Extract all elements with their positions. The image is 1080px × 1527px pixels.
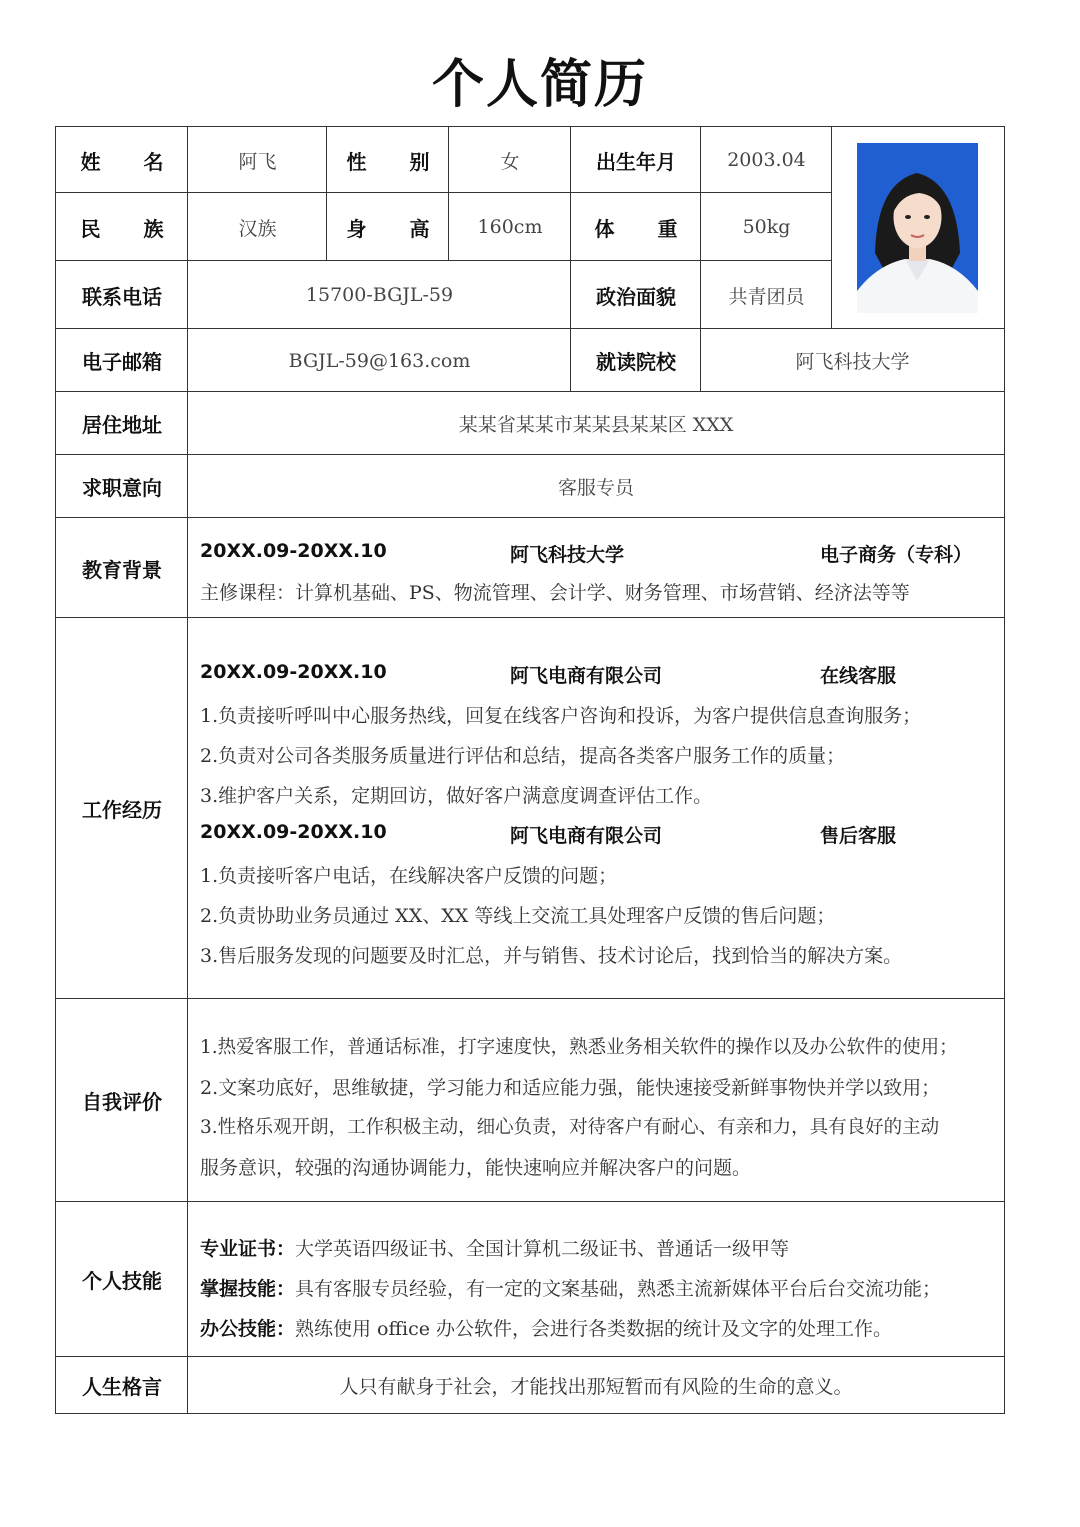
job-duty: 2.负责协助业务员通过 XX、XX 等线上交流工具处理客户反馈的售后问题； — [200, 905, 836, 927]
job-duty: 3.维护客户关系，定期回访，做好客户满意度调查评估工作。 — [200, 785, 713, 807]
school-label: 就读院校 — [570, 328, 702, 393]
job-duty: 1.负责接听呼叫中心服务热线，回复在线客户咨询和投诉，为客户提供信息查询服务； — [200, 705, 922, 727]
job-period: 20XX.09-20XX.10 — [200, 821, 387, 843]
email-value: BGJL-59@163.com — [187, 328, 572, 393]
portrait-photo — [857, 143, 978, 313]
resume-title: 个人简历 — [431, 55, 648, 115]
self-eval-line: 3.性格乐观开朗，工作积极主动，细心负责，对待客户有耐心、有亲和力，具有良好的主动 — [200, 1117, 940, 1138]
intention-value: 客服专员 — [187, 454, 1005, 519]
skills-label: 个人技能 — [55, 1201, 189, 1358]
name-label: 姓 名 — [55, 126, 189, 194]
phone-value: 15700-BGJL-59 — [187, 260, 572, 330]
work-label: 工作经历 — [55, 617, 189, 1000]
education-header — [200, 540, 998, 564]
skills-section — [187, 1201, 1005, 1358]
skill-office-value: 熟练使用 office 办公软件，会进行各类数据的统计及文字的处理工作。 — [295, 1318, 892, 1340]
job-role: 在线客服 — [820, 665, 897, 687]
height-label: 身 高 — [326, 192, 450, 262]
job-company: 阿飞电商有限公司 — [510, 825, 663, 847]
phone-label: 联系电话 — [55, 260, 189, 330]
education-label: 教育背景 — [55, 517, 189, 619]
job-role: 售后客服 — [820, 825, 897, 847]
skill-office-label: 办公技能： — [200, 1318, 296, 1340]
self-eval-line: 2.文案功底好，思维敏捷，学习能力和适应能力强，能快速接受新鲜事物快并学以致用； — [200, 1077, 941, 1099]
job-period: 20XX.09-20XX.10 — [200, 661, 387, 683]
motto-label: 人生格言 — [55, 1356, 189, 1414]
education-section — [187, 517, 1005, 619]
education-major: 电子商务（专科） — [820, 544, 973, 566]
self-eval-label: 自我评价 — [55, 998, 189, 1203]
motto-value: 人只有献身于社会，才能找出那短暂而有风险的生命的意义。 — [187, 1356, 1005, 1414]
ethnic-label: 民 族 — [55, 192, 189, 262]
name-value: 阿飞 — [187, 126, 328, 194]
address-value: 某某省某某市某某县某某区 XXX — [187, 391, 1005, 456]
school-value: 阿飞科技大学 — [700, 328, 1005, 393]
education-period: 20XX.09-20XX.10 — [200, 540, 387, 562]
birth-label: 出生年月 — [570, 126, 702, 194]
gender-value: 女 — [448, 126, 572, 194]
job-duty: 2.负责对公司各类服务质量进行评估和总结，提高各类客户服务工作的质量； — [200, 745, 846, 767]
work-section — [187, 617, 1005, 1000]
job-company: 阿飞电商有限公司 — [510, 665, 663, 687]
skill-office — [200, 1314, 998, 1341]
political-value: 共青团员 — [700, 260, 833, 330]
job-duty: 1.负责接听客户电话，在线解决客户反馈的问题； — [200, 865, 618, 887]
skill-cert-label: 专业证书： — [200, 1238, 296, 1260]
education-school: 阿飞科技大学 — [510, 544, 625, 566]
job-header — [200, 661, 998, 685]
weight-value: 50kg — [700, 192, 833, 262]
portrait-image — [857, 143, 978, 313]
ethnic-value: 汉族 — [187, 192, 328, 262]
job-duty: 3.售后服务发现的问题要及时汇总，并与销售、技术讨论后，找到恰当的解决方案。 — [200, 945, 903, 967]
job-header — [200, 821, 998, 845]
gender-label: 性 别 — [326, 126, 450, 194]
skill-master-value: 具有客服专员经验，有一定的文案基础，熟悉主流新媒体平台后台交流功能； — [295, 1278, 942, 1300]
political-label: 政治面貌 — [570, 260, 702, 330]
self-eval-line: 服务意识，较强的沟通协调能力，能快速响应并解决客户的问题。 — [200, 1157, 752, 1179]
email-label: 电子邮箱 — [55, 328, 189, 393]
skill-cert — [200, 1234, 998, 1261]
skill-cert-value: 大学英语四级证书、全国计算机二级证书、普通话一级甲等 — [295, 1238, 790, 1260]
intention-label: 求职意向 — [55, 454, 189, 519]
self-eval-section — [187, 998, 1005, 1203]
height-value: 160cm — [448, 192, 572, 262]
skill-master-label: 掌握技能： — [200, 1278, 296, 1300]
skill-master — [200, 1274, 998, 1301]
education-courses: 主修课程：计算机基础、PS、物流管理、会计学、财务管理、市场营销、经济法等等 — [200, 582, 910, 604]
self-eval-line: 1.热爱客服工作，普通话标准，打字速度快，熟悉业务相关软件的操作以及办公软件的使用； — [200, 1037, 958, 1058]
weight-label: 体 重 — [570, 192, 702, 262]
address-label: 居住地址 — [55, 391, 189, 456]
birth-value: 2003.04 — [700, 126, 833, 194]
